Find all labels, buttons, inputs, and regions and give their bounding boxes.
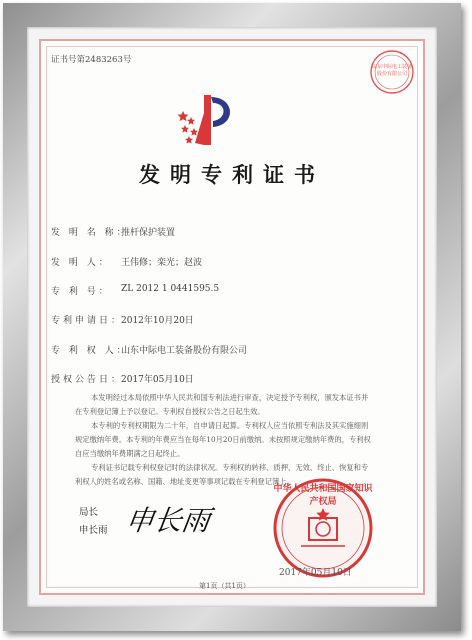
certificate-paper (39, 39, 425, 595)
frame-mat (27, 27, 437, 607)
patent-office-logo (171, 91, 246, 151)
signature-role: 局长 (79, 507, 99, 518)
page-footer: 第1页（共1页） (199, 582, 250, 590)
signature-name: 申长雨 (79, 525, 108, 536)
field-value-grant-date: 2017年05月10日 (121, 375, 194, 385)
paragraph-status: 专利证书记载专利权登记时的法律状况。专利权的转移、质押、无效、终止、恢复和专利权人的姓名或名称、国籍、地址变更等事项记载在专利登记簿上。 (75, 463, 369, 486)
corner-stamp (369, 49, 415, 95)
corner-stamp-line1: 山东中际电工装备 (371, 64, 412, 70)
field-label-grant-date: 授权公告日： (51, 375, 124, 385)
field-label-filing-date: 专利申请日： (51, 316, 124, 326)
field-label-patent-number: 专 利 号： (51, 287, 111, 297)
field-value-filing-date: 2012年10月20日 (121, 316, 194, 326)
field-label-name: 发 明 名 称： (51, 228, 129, 238)
corner-stamp-line2: 股份有限公司 (376, 71, 407, 77)
certificate-title: 发明专利证书 (139, 162, 325, 187)
frame-outer (3, 3, 461, 631)
field-value-patent-number: ZL 2012 1 0441595.5 (121, 284, 220, 294)
certificate-number: 证书号第2483263号 (51, 55, 132, 65)
field-value-patentee: 山东中际电工装备股份有限公司 (121, 346, 248, 356)
field-label-inventors: 发 明 人： (51, 258, 111, 268)
seal-date: 2017年05月10日 (279, 568, 352, 578)
paragraph-term: 本专利的专利权期限为二十年，自申请日起算。专利权人应当依照专利法及其实施细则规定缴纳年费。本专利的年费应当在每年10月20日前缴纳。未按照规定缴纳年费的，专利权自应当缴纳年费期满之日起终止。 (75, 421, 371, 458)
paragraph-grant: 本发明经过本局依照中华人民共和国专利法进行审查，决定授予专利权，颁发本证书并在专利登记簿上予以登记。专利权自授权公告之日起生效。 (75, 393, 369, 416)
seal-text: 中华人民共和国国家知识产权局 (273, 484, 373, 507)
field-value-inventors: 王伟修；栾光；赵波 (121, 258, 203, 268)
field-label-patentee: 专 利 权 人： (51, 346, 129, 356)
field-value-name: 推杆保护装置 (121, 228, 176, 238)
handwritten-signature: 申长雨 (123, 504, 213, 537)
